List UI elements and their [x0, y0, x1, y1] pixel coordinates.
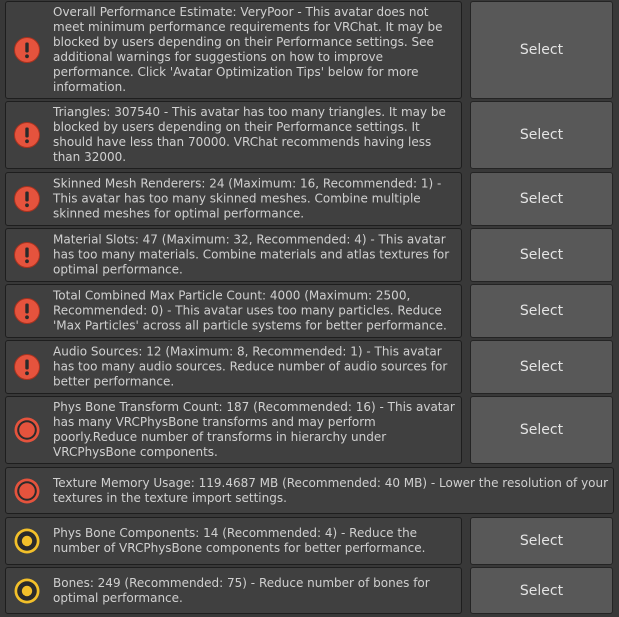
warning-row	[0, 396, 619, 464]
exclamation-error-icon	[12, 352, 42, 382]
yellow-circle-status-icon	[12, 526, 42, 556]
select-button[interactable]: Select	[470, 396, 613, 464]
warning-message-box	[5, 284, 462, 338]
warning-row	[0, 517, 619, 565]
select-button[interactable]: Select	[470, 1, 613, 99]
warning-message-box	[5, 101, 462, 169]
yellow-circle-status-icon	[12, 576, 42, 606]
warning-message-box	[5, 467, 614, 514]
warning-text: Overall Performance Estimate: VeryPoor - This avatar does not meet minimum performance requirements for VRChat. It may be blocked by users depending on their Performance settings. See additional warnings for suggestions on how to improve performance. Click 'Avatar Optimization Tips' below for more information.	[53, 5, 443, 94]
warning-message-box	[5, 396, 462, 464]
warning-row	[0, 340, 619, 394]
warning-text: Bones: 249 (Recommended: 75) - Reduce number of bones for optimal performance.	[53, 575, 430, 605]
select-button[interactable]: Select	[470, 101, 613, 169]
warning-message-box	[5, 1, 462, 99]
warning-row	[0, 101, 619, 169]
warning-text: Phys Bone Transform Count: 187 (Recommended: 16) - This avatar has many VRCPhysBone transforms and may perform poorly.Reduce number of transforms in hierarchy under VRCPhysBone components.	[53, 400, 455, 459]
select-button[interactable]: Select	[470, 340, 613, 394]
warning-text: Audio Sources: 12 (Maximum: 8, Recommended: 1) - This avatar has too many audio sources. Reduce number of audio sources for better performance.	[53, 344, 448, 389]
warning-row	[0, 1, 619, 99]
warning-message-box	[5, 172, 462, 226]
warning-text: Texture Memory Usage: 119.4687 MB (Recommended: 40 MB) - Lower the resolution of your textures in the texture import settings.	[53, 475, 609, 505]
exclamation-error-icon	[12, 240, 42, 270]
warning-text: Triangles: 307540 - This avatar has too many triangles. It may be blocked by users depending on their Performance settings. It should have less than 70000. VRChat recommends having less than 32000.	[53, 105, 446, 164]
select-button[interactable]: Select	[470, 567, 613, 614]
exclamation-error-icon	[12, 296, 42, 326]
warning-row	[0, 284, 619, 338]
exclamation-error-icon	[12, 35, 42, 65]
select-button[interactable]: Select	[470, 517, 613, 565]
red-circle-status-icon	[12, 415, 42, 445]
warning-text: Phys Bone Components: 14 (Recommended: 4) - Reduce the number of VRCPhysBone components for better performance.	[53, 526, 426, 555]
warning-text: Total Combined Max Particle Count: 4000 (Maximum: 2500, Recommended: 0) - This avatar uses too many particles. Reduce 'Max Particles' across all particle systems for better performance.	[53, 288, 447, 333]
red-circle-status-icon	[12, 476, 42, 506]
warning-message-box	[5, 228, 462, 282]
warning-row	[0, 172, 619, 226]
warning-row	[0, 467, 619, 514]
warning-row	[0, 567, 619, 614]
exclamation-error-icon	[12, 184, 42, 214]
select-button[interactable]: Select	[470, 172, 613, 226]
warning-text: Skinned Mesh Renderers: 24 (Maximum: 16, Recommended: 1) - This avatar has too many skinned meshes. Combine multiple skinned meshes for optimal performance.	[53, 176, 442, 221]
warning-text: Material Slots: 47 (Maximum: 32, Recommended: 4) - This avatar has too many materials. Combine materials and atlas textures for optimal performance.	[53, 232, 450, 277]
exclamation-error-icon	[12, 120, 42, 150]
warning-message-box	[5, 517, 462, 565]
warning-row	[0, 228, 619, 282]
warning-message-box	[5, 340, 462, 394]
select-button[interactable]: Select	[470, 228, 613, 282]
warning-message-box	[5, 567, 462, 614]
select-button[interactable]: Select	[470, 284, 613, 338]
